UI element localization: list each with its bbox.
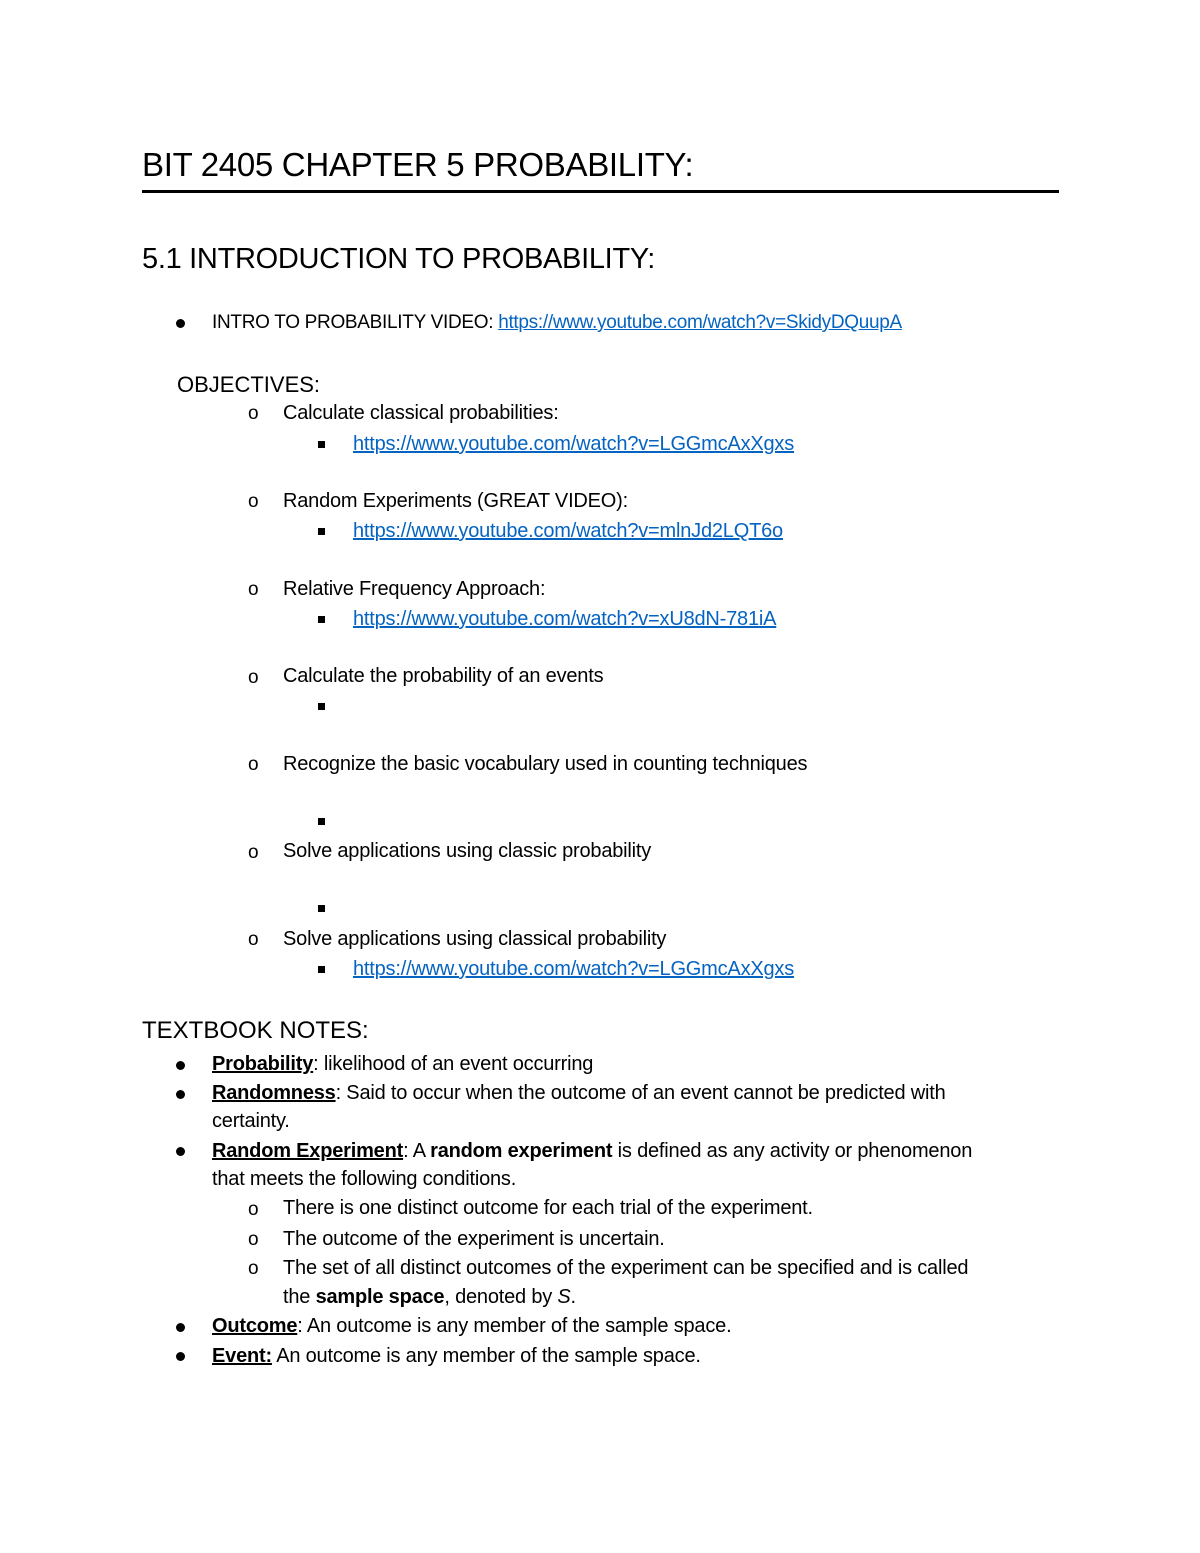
title-divider bbox=[142, 190, 1059, 193]
def-random-experiment-line2: that meets the following conditions. bbox=[212, 1168, 517, 1190]
note-randomness bbox=[212, 1082, 946, 1105]
symbol-s: S bbox=[557, 1286, 571, 1308]
circle-bullet-icon: o bbox=[248, 1199, 259, 1220]
circle-bullet-icon: o bbox=[248, 403, 259, 424]
bullet-icon bbox=[176, 319, 185, 328]
bullet-icon bbox=[176, 1090, 185, 1099]
circle-bullet-icon: o bbox=[248, 579, 259, 600]
intro-video-item bbox=[212, 312, 902, 334]
def-random-experiment-line1: is defined as any activity or phenomenon bbox=[612, 1140, 973, 1162]
objective-item: Solve applications using classic probability bbox=[283, 840, 652, 862]
square-bullet-icon bbox=[318, 441, 325, 448]
objective-item: Calculate classical probabilities: bbox=[283, 402, 559, 424]
def-randomness-line2: certainty. bbox=[212, 1110, 290, 1132]
term-randomness: Randomness bbox=[212, 1082, 336, 1104]
term-outcome: Outcome bbox=[212, 1315, 298, 1337]
note-random-experiment bbox=[212, 1140, 972, 1163]
objective-item: Random Experiments (GREAT VIDEO): bbox=[283, 490, 628, 512]
bullet-icon bbox=[176, 1323, 185, 1332]
def-event: An outcome is any member of the sample space. bbox=[271, 1345, 701, 1367]
objective-item: Relative Frequency Approach: bbox=[283, 578, 546, 600]
def-outcome: : An outcome is any member of the sample space. bbox=[297, 1315, 732, 1337]
term-random-experiment: Random Experiment bbox=[212, 1140, 404, 1162]
circle-bullet-icon: o bbox=[248, 1229, 259, 1250]
square-bullet-icon bbox=[318, 616, 325, 623]
note-probability bbox=[212, 1053, 593, 1076]
condition-item-line1: The set of all distinct outcomes of the experiment can be specified and is called bbox=[283, 1257, 969, 1279]
objective-link[interactable]: https://www.youtube.com/watch?v=LGGmcAxXgxs bbox=[353, 958, 795, 980]
objective-link[interactable]: https://www.youtube.com/watch?v=mlnJd2LQT6o bbox=[353, 520, 783, 542]
bullet-icon bbox=[176, 1147, 185, 1156]
bullet-icon bbox=[176, 1061, 185, 1070]
condition-item: There is one distinct outcome for each trial of the experiment. bbox=[283, 1197, 813, 1219]
circle-bullet-icon: o bbox=[248, 842, 259, 863]
circle-bullet-icon: o bbox=[248, 754, 259, 775]
bold-phrase: random experiment bbox=[430, 1140, 613, 1162]
objective-item: Calculate the probability of an events bbox=[283, 665, 604, 687]
textbook-notes-heading: TEXTBOOK NOTES: bbox=[142, 1017, 369, 1044]
text-fragment: the bbox=[283, 1286, 316, 1308]
term-event: Event: bbox=[212, 1345, 272, 1367]
def-randomness-line1: : Said to occur when the outcome of an event cannot be predicted with bbox=[335, 1082, 946, 1104]
sample-space-term: sample space bbox=[315, 1286, 445, 1308]
square-bullet-icon bbox=[318, 818, 325, 825]
condition-item-line2 bbox=[283, 1286, 576, 1309]
intro-video-label: INTRO TO PROBABILITY VIDEO: bbox=[212, 312, 499, 333]
term-probability: Probability bbox=[212, 1053, 314, 1075]
section-heading: 5.1 INTRODUCTION TO PROBABILITY: bbox=[142, 243, 656, 275]
circle-bullet-icon: o bbox=[248, 667, 259, 688]
square-bullet-icon bbox=[318, 966, 325, 973]
page-title: BIT 2405 CHAPTER 5 PROBABILITY: bbox=[142, 146, 694, 183]
objectives-heading: OBJECTIVES: bbox=[177, 372, 321, 397]
separator: : A bbox=[403, 1140, 431, 1162]
text-fragment: , denoted by bbox=[444, 1286, 558, 1308]
circle-bullet-icon: o bbox=[248, 1258, 259, 1279]
circle-bullet-icon: o bbox=[248, 491, 259, 512]
intro-video-link[interactable]: https://www.youtube.com/watch?v=SkidyDQuupA bbox=[498, 312, 902, 333]
def-probability: : likelihood of an event occurring bbox=[313, 1053, 594, 1075]
note-event bbox=[212, 1345, 701, 1368]
square-bullet-icon bbox=[318, 703, 325, 710]
objective-item: Solve applications using classical probability bbox=[283, 928, 667, 950]
objective-link[interactable]: https://www.youtube.com/watch?v=xU8dN-781iA bbox=[353, 608, 777, 630]
square-bullet-icon bbox=[318, 528, 325, 535]
circle-bullet-icon: o bbox=[248, 929, 259, 950]
objective-link[interactable]: https://www.youtube.com/watch?v=LGGmcAxXgxs bbox=[353, 433, 795, 455]
text-fragment: . bbox=[570, 1286, 576, 1308]
objective-item: Recognize the basic vocabulary used in counting techniques bbox=[283, 753, 808, 775]
square-bullet-icon bbox=[318, 905, 325, 912]
note-outcome bbox=[212, 1315, 731, 1338]
bullet-icon bbox=[176, 1352, 185, 1361]
condition-item: The outcome of the experiment is uncertain. bbox=[283, 1228, 665, 1250]
